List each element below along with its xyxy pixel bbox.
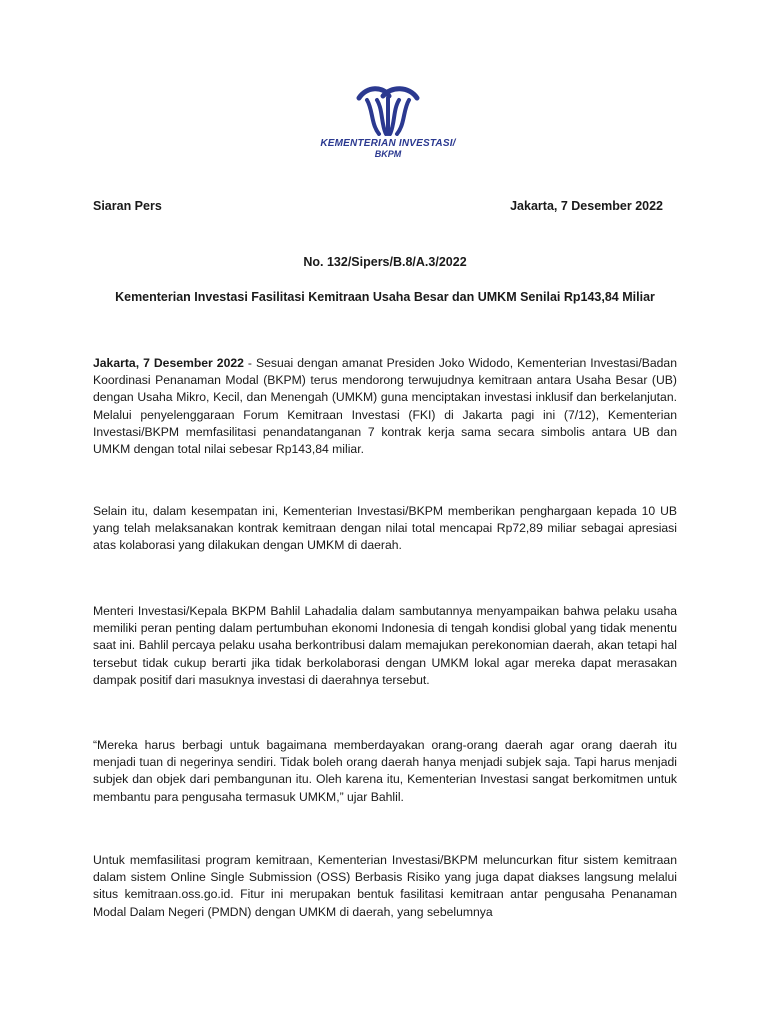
- bkpm-emblem-icon: [353, 84, 423, 136]
- paragraph-1-body: - Sesuai dengan amanat Presiden Joko Widodo, Kementerian Investasi/Badan Koordinasi Penanaman Modal (BKPM) terus mendorong terwujudnya kemitraan antara Usaha Besar (UB) dengan Usaha Mikro, Kecil, dan Menengah (UMKM) guna menciptakan investasi inklusif dan berkelanjutan. Melalui penyelenggaraan Forum Kemitraan Investasi (FKI) di Jakarta pagi ini (7/12), Kementerian Investasi/BKPM memfasilitasi penandatanganan 7 kontrak kerja sama secara simbolis antara UB dan UMKM dengan total nilai sebesar Rp143,84 miliar.: [93, 356, 677, 457]
- document-header: [93, 199, 663, 213]
- paragraph-1: [93, 355, 677, 458]
- press-release-label: Siaran Pers: [93, 199, 162, 213]
- logo-org-abbrev: BKPM: [374, 149, 402, 159]
- release-date: Jakarta, 7 Desember 2022: [510, 199, 663, 213]
- bkpm-logo: [318, 84, 458, 164]
- paragraph-2: Selain itu, dalam kesempatan ini, Kementerian Investasi/BKPM memberikan penghargaan kepada 10 UB yang telah melaksanakan kontrak kemitraan dengan nilai total mencapai Rp72,89 miliar sebagai apresiasi atas kolaborasi yang dilakukan dengan UMKM di daerah.: [93, 504, 677, 553]
- paragraph-3: Menteri Investasi/Kepala BKPM Bahlil Lahadalia dalam sambutannya menyampaikan bahwa pelaku usaha memiliki peran penting dalam pertumbuhan ekonomi Indonesia di tengah kondisi global yang tidak menentu saat ini. Bahlil percaya pelaku usaha berkontribusi dalam memajukan perekonomian daerah, akan tetapi hal tersebut tidak cukup berarti jika tidak berkolaborasi dengan UMKM lokal agar mereka dapat merasakan dampak positif dari masuknya investasi di daerahnya tersebut.: [93, 604, 677, 687]
- dateline: Jakarta, 7 Desember 2022: [93, 356, 244, 370]
- paragraph-4: “Mereka harus berbagi untuk bagaimana memberdayakan orang-orang daerah agar orang daerah itu menjadi tuan di negerinya sendiri. Tidak boleh orang daerah hanya menjadi subjek saja. Tapi harus menjadi subjek dan objek dari pembangunan itu. Oleh karena itu, Kementerian Investasi sangat berkomitmen untuk membantu para pengusaha termasuk UMKM,” ujar Bahlil.: [93, 738, 677, 804]
- logo-org-name: KEMENTERIAN INVESTASI/: [320, 138, 456, 149]
- paragraph-5: Untuk memfasilitasi program kemitraan, Kementerian Investasi/BKPM meluncurkan fitur sistem kemitraan dalam sistem Online Single Submission (OSS) Berbasis Risiko yang juga dapat diakses langsung melalui situs kemitraan.oss.go.id. Fitur ini merupakan bentuk fasilitasi kemitraan antar pengusaha Penanaman Modal Dalam Negeri (PMDN) dengan UMKM di daerah, yang sebelumnya: [93, 853, 677, 919]
- document-number: No. 132/Sipers/B.8/A.3/2022: [303, 255, 467, 269]
- page-title: Kementerian Investasi Fasilitasi Kemitraan Usaha Besar dan UMKM Senilai Rp143,84 Miliar: [115, 290, 655, 304]
